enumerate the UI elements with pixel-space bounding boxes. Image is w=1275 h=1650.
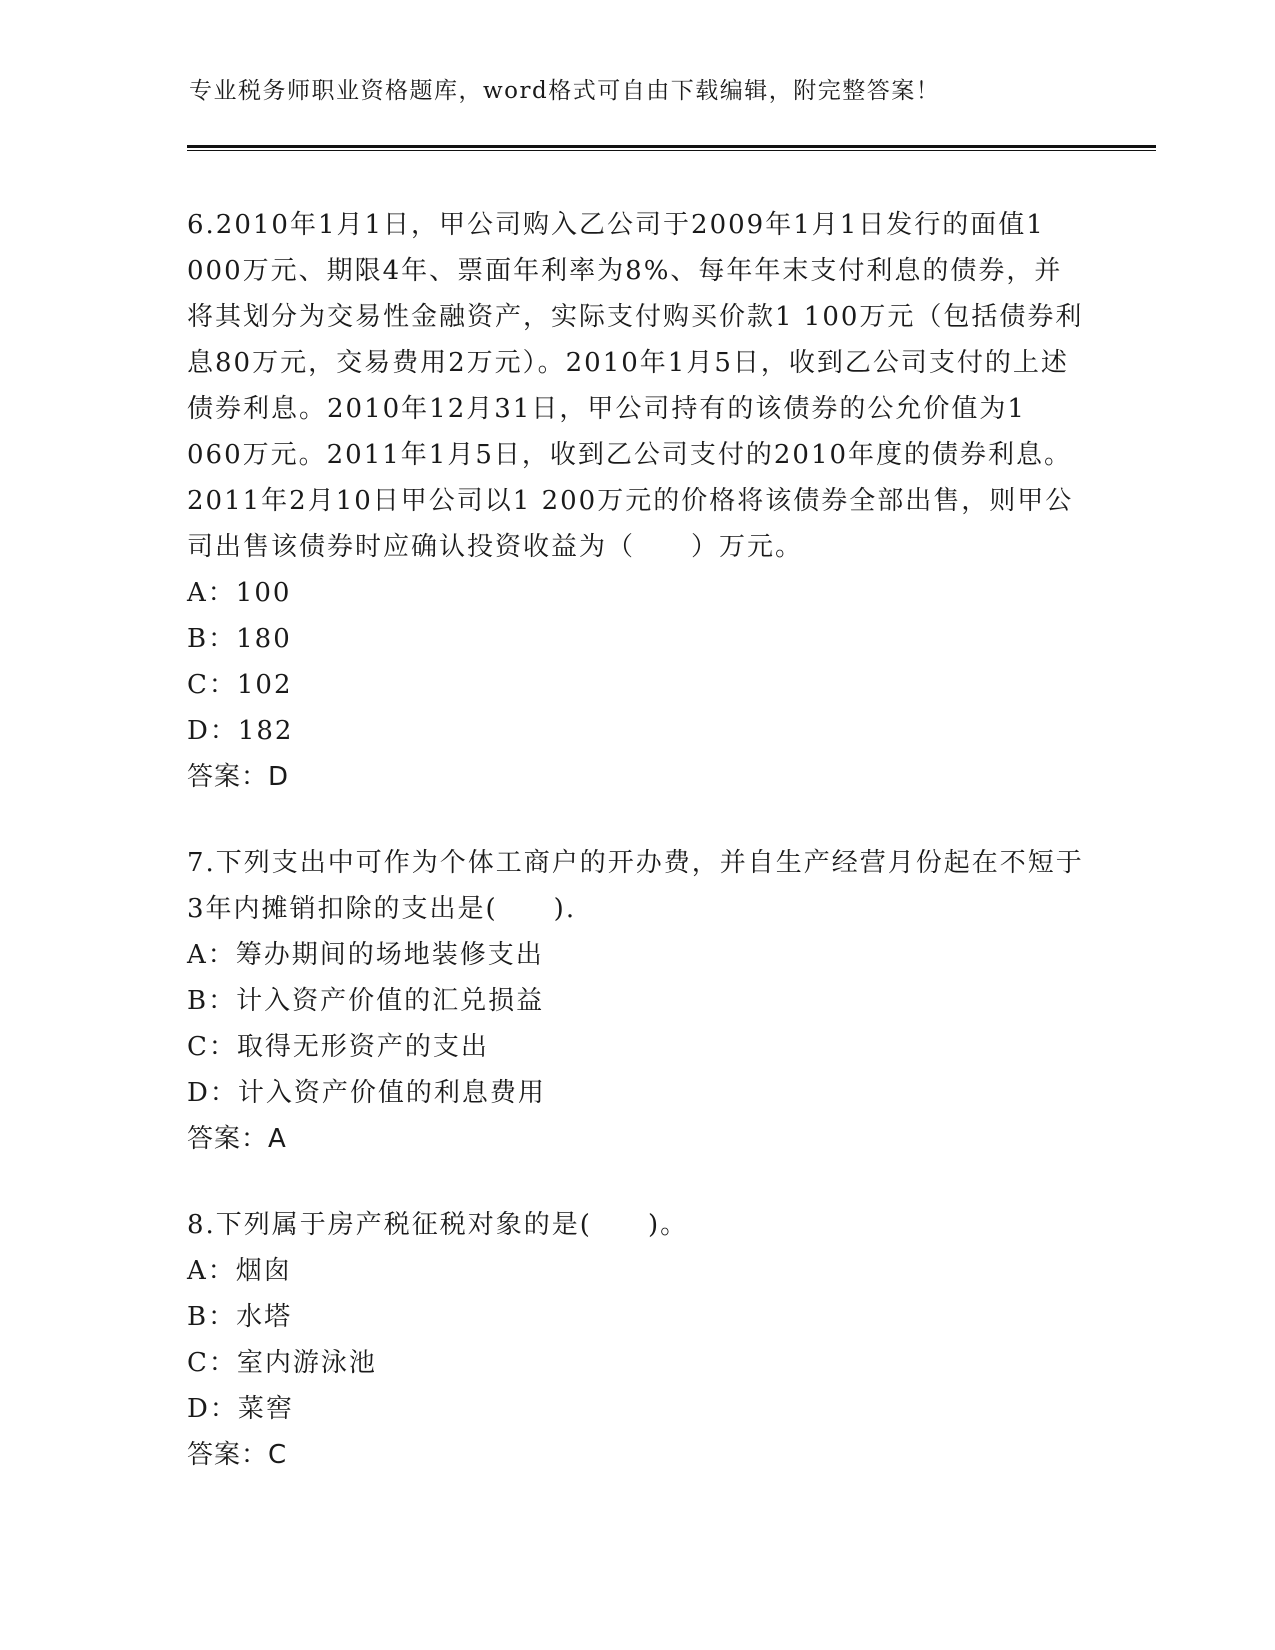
option-c: C：102 [187,670,293,700]
option-b: B：180 [187,624,292,654]
option-d: D：182 [187,716,294,746]
option-c: C：取得无形资产的支出 [187,1032,489,1062]
option-a: A：烟囱 [187,1256,292,1286]
option-d: D：计入资产价值的利息费用 [187,1078,546,1108]
option-b: B：计入资产价值的汇兑损益 [187,986,545,1016]
option-a: A：筹办期间的场地装修支出 [187,940,544,970]
option-b: B：水塔 [187,1302,293,1332]
question-6 [187,202,1087,800]
question-stem: 8.下列属于房产税征税对象的是( )。 [187,1210,689,1240]
answer-line: 答案：C [187,1440,288,1470]
question-stem: 7.下列支出中可作为个体工商户的开办费，并自生产经营月份起在不短于3年内摊销扣除的支出是( ). [187,848,1084,924]
question-8 [187,1202,1087,1478]
option-d: D：菜窖 [187,1394,294,1424]
header-divider-thick [187,145,1156,148]
page-header: 专业税务师职业资格题库，word格式可自由下载编辑，附完整答案！ [189,78,941,104]
question-stem: 6.2010年1月1日，甲公司购入乙公司于2009年1月1日发行的面值1 000万元、期限4年、票面年利率为8%、每年年末支付利息的债券，并将其划分为交易性金融资产，实际支付购买价款1 100万元（包括债券利息80万元，交易费用2万元）。2010年1月5日，收到乙公司支付的上述债券利息。2010年12月31日，甲公司持有的该债券的公允价值为1 060万元。2011年1月5日，收到乙公司支付的2010年度的债券利息。2011年2月10日甲公司以1 200万元的价格将该债券全部出售，则甲公司出售该债券时应确认投资收益为（ ）万元。 [187,210,1084,562]
option-c: C：室内游泳池 [187,1348,377,1378]
option-a: A：100 [187,578,292,608]
header-divider-thin [187,150,1156,151]
answer-line: 答案：A [187,1124,287,1154]
question-7 [187,840,1087,1162]
answer-line: 答案：D [187,762,290,792]
question-list [187,202,1087,1518]
